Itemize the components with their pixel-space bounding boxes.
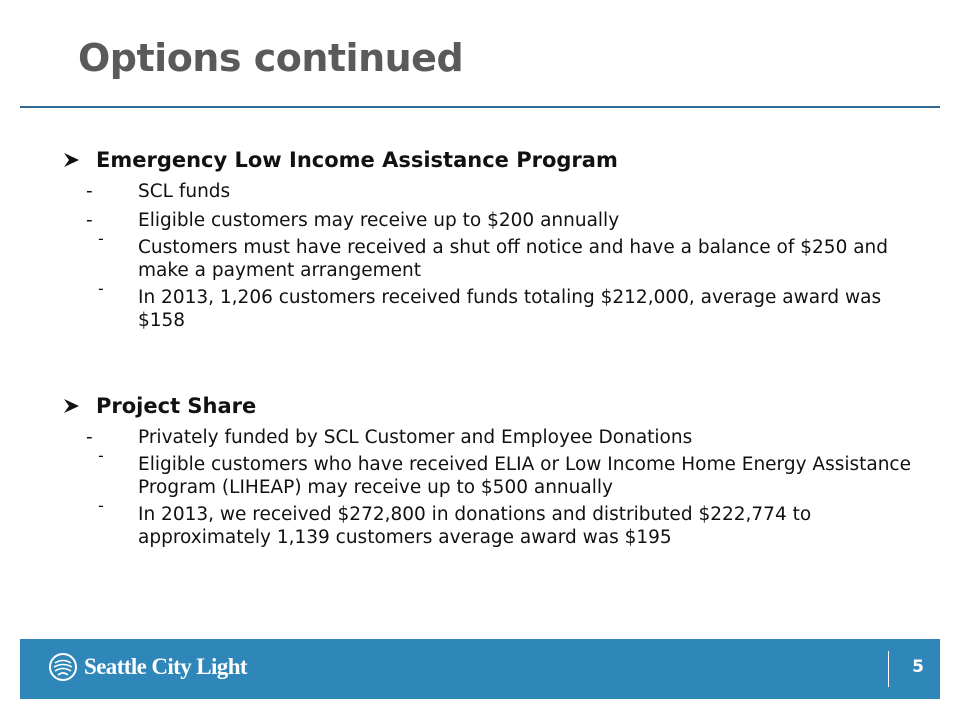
list-item <box>62 426 922 449</box>
list-item <box>62 496 922 549</box>
list-item-text: SCL funds <box>138 181 231 202</box>
list-item <box>62 229 922 282</box>
title-divider <box>20 106 940 108</box>
dash-bullet: - <box>98 229 104 248</box>
section-heading-text: Emergency Low Income Assistance Program <box>96 148 618 172</box>
footer-bar <box>20 639 940 699</box>
section-heading-text: Project Share <box>96 394 257 418</box>
list-item-text: In 2013, 1,206 customers received funds totaling $212,000, average award was $158 <box>138 287 882 331</box>
list-item <box>62 446 922 499</box>
page-number: 5 <box>912 657 924 677</box>
arrow-bullet-icon <box>62 150 82 170</box>
dash-bullet: - <box>86 427 93 448</box>
section-heading <box>62 392 922 420</box>
dash-bullet: - <box>98 496 104 515</box>
seattle-city-light-logo[interactable] <box>48 652 247 682</box>
list-item <box>62 180 922 203</box>
section-elia <box>62 146 922 332</box>
list-item-text: Privately funded by SCL Customer and Employee Donations <box>138 427 693 448</box>
seattle-city-light-logo-icon <box>48 652 78 682</box>
arrow-bullet-icon <box>62 396 82 416</box>
list-item-text: Eligible customers who have received ELIA or Low Income Home Energy Assistance Program (LIHEAP) may receive up to $500 annually <box>138 454 911 498</box>
list-item <box>62 279 922 332</box>
slide-title: Options continued <box>78 36 464 80</box>
list-item-text: In 2013, we received $272,800 in donations and distributed $222,774 to approximately 1,139 customers average award was $195 <box>138 504 812 548</box>
list-item-text: Eligible customers may receive up to $200 annually <box>138 210 620 231</box>
dash-bullet: - <box>98 446 104 465</box>
logo-text: Seattle City Light <box>84 654 247 679</box>
list-item <box>62 209 922 232</box>
dash-bullet: - <box>86 181 93 202</box>
section-heading <box>62 146 922 174</box>
list-item-text: Customers must have received a shut off notice and have a balance of $250 and make a payment arrangement <box>138 237 889 281</box>
dash-bullet: - <box>98 279 104 298</box>
footer-divider <box>888 651 889 687</box>
dash-bullet: - <box>86 210 93 231</box>
section-project-share <box>62 392 922 549</box>
